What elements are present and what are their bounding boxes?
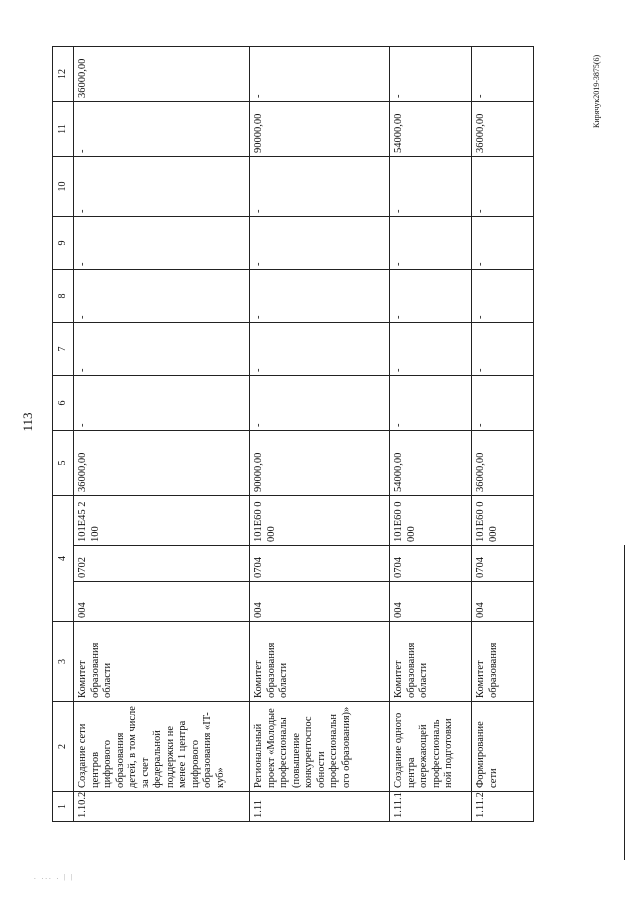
budget-table-wrapper bbox=[52, 47, 530, 822]
row-code-1: 004 bbox=[472, 582, 534, 622]
row-value-6: - bbox=[390, 375, 472, 430]
row-code-3: 101E60 0000 bbox=[250, 495, 390, 545]
table-row bbox=[390, 46, 472, 821]
row-code-1: 004 bbox=[74, 582, 250, 622]
row-code-2: 0704 bbox=[472, 546, 534, 582]
header-cell: 11 bbox=[53, 101, 74, 156]
header-cell: 5 bbox=[53, 430, 74, 495]
row-value-12: - bbox=[390, 46, 472, 101]
header-cell: 12 bbox=[53, 46, 74, 101]
row-value-8: - bbox=[250, 269, 390, 322]
row-value-12: - bbox=[250, 46, 390, 101]
document-id: Кирячук2019-3875(6) bbox=[592, 54, 601, 128]
row-number: 1.11.1 bbox=[390, 792, 472, 822]
row-value-9: - bbox=[390, 216, 472, 269]
row-code-2: 0702 bbox=[74, 546, 250, 582]
row-value-5: 36000,00 bbox=[74, 430, 250, 495]
header-row bbox=[53, 46, 74, 821]
table-row bbox=[250, 46, 390, 821]
row-value-7: - bbox=[74, 322, 250, 375]
row-value-10: - bbox=[472, 156, 534, 216]
row-code-3: 101E60 0000 bbox=[472, 495, 534, 545]
header-cell: 10 bbox=[53, 156, 74, 216]
header-cell: 9 bbox=[53, 216, 74, 269]
page-number: 113 bbox=[20, 412, 35, 432]
row-number: 1.11 bbox=[250, 792, 390, 822]
header-cell: 6 bbox=[53, 375, 74, 430]
row-value-5: 36000,00 bbox=[472, 430, 534, 495]
row-executor: Комитет образования области bbox=[390, 622, 472, 702]
header-cell: 1 bbox=[53, 792, 74, 822]
row-value-6: - bbox=[250, 375, 390, 430]
row-value-12: - bbox=[472, 46, 534, 101]
row-value-8: - bbox=[390, 269, 472, 322]
row-value-10: - bbox=[250, 156, 390, 216]
row-value-7: - bbox=[250, 322, 390, 375]
header-cell: 7 bbox=[53, 322, 74, 375]
row-name: Создание сети центров цифрового образования детей, в том числе за счет федеральной поддержки не менее 1 центра цифрового образования «IT-куб» bbox=[74, 702, 250, 792]
row-code-1: 004 bbox=[250, 582, 390, 622]
row-value-6: - bbox=[74, 375, 250, 430]
row-code-2: 0704 bbox=[250, 546, 390, 582]
row-value-7: - bbox=[472, 322, 534, 375]
budget-table bbox=[52, 46, 534, 822]
row-value-9: - bbox=[74, 216, 250, 269]
row-number: 1.10.2 bbox=[74, 792, 250, 822]
row-name: Создание одного центра опережающей профессиональ ной подготовки bbox=[390, 702, 472, 792]
row-executor: Комитет образования области bbox=[250, 622, 390, 702]
row-value-10: - bbox=[390, 156, 472, 216]
row-value-8: - bbox=[472, 269, 534, 322]
table-row bbox=[74, 46, 250, 821]
header-cell: 3 bbox=[53, 622, 74, 702]
row-code-3: 101E60 0000 bbox=[390, 495, 472, 545]
row-value-11: - bbox=[74, 101, 250, 156]
row-name: Формирование сети bbox=[472, 702, 534, 792]
header-cell: 2 bbox=[53, 702, 74, 792]
row-number: 1.11.2 bbox=[472, 792, 534, 822]
row-value-11: 54000,00 bbox=[390, 101, 472, 156]
row-value-11: 36000,00 bbox=[472, 101, 534, 156]
row-value-5: 54000,00 bbox=[390, 430, 472, 495]
row-value-6: - bbox=[472, 375, 534, 430]
row-executor: Комитет образования области bbox=[74, 622, 250, 702]
margin-line bbox=[624, 545, 625, 860]
scan-marks: . ... . | | bbox=[34, 873, 75, 881]
row-code-1: 004 bbox=[390, 582, 472, 622]
row-name: Региональный проект «Молодые профессионалы (повышение конкурентоспос обности профессиональн ого образования)» bbox=[250, 702, 390, 792]
row-code-2: 0704 bbox=[390, 546, 472, 582]
table-row bbox=[472, 46, 534, 821]
row-value-9: - bbox=[472, 216, 534, 269]
row-value-12: 36000,00 bbox=[74, 46, 250, 101]
row-value-7: - bbox=[390, 322, 472, 375]
header-cell: 4 bbox=[53, 495, 74, 621]
row-code-3: 101E45 2100 bbox=[74, 495, 250, 545]
header-cell: 8 bbox=[53, 269, 74, 322]
row-value-9: - bbox=[250, 216, 390, 269]
row-value-8: - bbox=[74, 269, 250, 322]
row-executor: Комитет образования bbox=[472, 622, 534, 702]
row-value-5: 90000,00 bbox=[250, 430, 390, 495]
row-value-11: 90000,00 bbox=[250, 101, 390, 156]
row-value-10: - bbox=[74, 156, 250, 216]
